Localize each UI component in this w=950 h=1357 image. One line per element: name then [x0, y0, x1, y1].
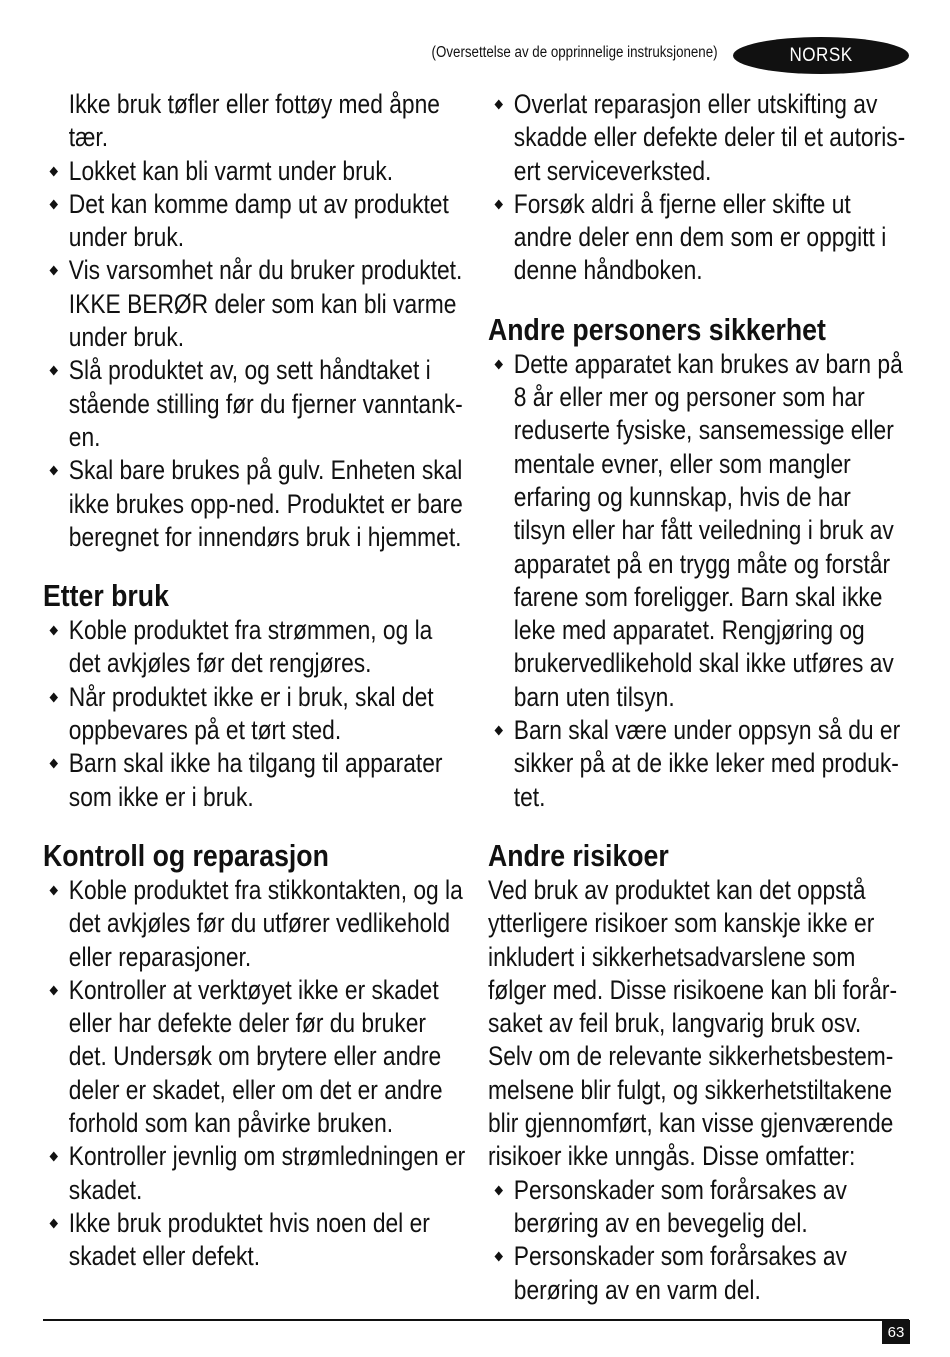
list-item-text: Personskader som forårsakes av berøring av en bevegelig del. — [513, 1174, 847, 1238]
diamond-bullet-icon — [50, 626, 58, 635]
diamond-bullet-icon — [50, 167, 58, 176]
list-item-text: Koble produktet fra stikkontakten, og la det avkjøles før du utfører vedlikehold eller reparasjoner. — [68, 874, 463, 972]
list-item-text: Ikke bruk tøfler eller fottøy med åpne tær. — [68, 89, 440, 153]
right-column — [488, 88, 908, 1307]
diamond-bullet-icon — [495, 1252, 503, 1261]
list-item-text: Slå produktet av, og sett håndtaket i stående stilling før du fjerner vanntank-en. — [68, 355, 463, 452]
diamond-bullet-icon — [495, 200, 503, 209]
list-item — [43, 1207, 468, 1274]
diamond-bullet-icon — [495, 1186, 503, 1195]
list-item — [43, 614, 468, 681]
diamond-bullet-icon — [50, 200, 58, 209]
list-item — [488, 188, 908, 288]
list-item — [43, 747, 468, 814]
list-item-text: Det kan komme damp ut av produktet under bruk. — [68, 188, 449, 253]
language-badge — [733, 37, 909, 74]
footer-rule — [43, 1319, 909, 1321]
list-item — [43, 454, 468, 554]
diamond-bullet-icon — [50, 759, 58, 768]
list-item — [488, 348, 908, 714]
list-item — [43, 188, 468, 255]
diamond-bullet-icon — [50, 1219, 58, 1228]
list-item-text: Lokket kan bli varmt under bruk. — [68, 155, 394, 186]
diamond-bullet-icon — [50, 1152, 58, 1161]
list-item-text: Overlat reparasjon eller utskifting av skadde eller defekte deler til et autoris-ert serviceverksted. — [513, 89, 906, 186]
list-item-text: Dette apparatet kan brukes av barn på 8 år eller mer og personer som har reduserte fysiske, sansemessige eller mentale evner, eller som mangler erfaring og kunnskap, hvis de har tilsyn eller har fått veiledning i bruk av apparatet på en trygg måte og forstår farene som foreligger. Barn skal ikke leke med apparatet. Rengjøring og brukervedlikehold skal ikke utføres av barn uten tilsyn. — [513, 348, 903, 712]
diamond-bullet-icon — [50, 466, 58, 475]
list-item — [43, 874, 468, 974]
list-item — [488, 1174, 908, 1241]
diamond-bullet-icon — [495, 100, 503, 109]
list-item — [43, 354, 468, 454]
list-item-text: Forsøk aldri å fjerne eller skifte ut andre deler enn dem som er oppgitt i denne håndboken. — [513, 188, 887, 286]
translation-note: (Oversettelse av de opprinnelige instruksjonene) — [431, 44, 718, 61]
list-item-text: Ikke bruk produktet hvis noen del er skadet eller defekt. — [68, 1207, 430, 1272]
list-item — [43, 681, 468, 748]
page-number: 63 — [882, 1320, 910, 1344]
list-item — [488, 1240, 908, 1307]
diamond-bullet-icon — [495, 726, 503, 735]
risk-paragraph: Ved bruk av produktet kan det oppstå ytterligere risikoer som kanskje ikke er inkludert i sikkerhetsadvarslene som følger med. Disse risikoene kan bli forår-saket av feil bruk, langvarig bruk osv. Selv om de relevante sikkerhetsbestem-melsene blir fulgt, og sikkerhetstiltakene blir gjennomført, kan visse gjenværende risikoer ikke unngås. Disse omfatter: — [488, 874, 898, 1172]
list-item — [43, 155, 468, 188]
section-heading-kontroll: Kontroll og reparasjon — [43, 837, 329, 873]
diamond-bullet-icon — [50, 886, 58, 895]
language-label: NORSK — [789, 44, 853, 66]
list-item-text: Kontroller at verktøyet ikke er skadet eller har defekte deler før du bruker det. Undersøk om brytere eller andre deler er skadet, eller om det er andre forhold som kan påvirke bruken. — [68, 974, 443, 1139]
diamond-bullet-icon — [50, 366, 58, 375]
list-item — [488, 88, 908, 188]
diamond-bullet-icon — [50, 266, 58, 275]
list-item-text: Når produktet ikke er i bruk, skal det oppbevares på et tørt sted. — [68, 681, 434, 746]
list-item-text: Vis varsomhet når du bruker produktet. IKKE BERØR deler som kan bli varme under bruk. — [68, 255, 463, 353]
list-item — [43, 254, 468, 354]
list-item — [43, 88, 468, 155]
list-item-text: Barn skal være under oppsyn så du er sikker på at de ikke leker med produk-tet. — [513, 715, 901, 812]
diamond-bullet-icon — [495, 360, 503, 369]
list-item — [488, 714, 908, 814]
section-heading-etter-bruk: Etter bruk — [43, 578, 169, 614]
section-heading-andre-personer: Andre personers sikkerhet — [488, 311, 826, 347]
list-item-text: Skal bare brukes på gulv. Enheten skal ikke brukes opp-ned. Produktet er bare beregnet for innendørs bruk i hjemmet. — [68, 455, 463, 552]
list-item-text: Personskader som forårsakes av berøring av en varm del. — [513, 1241, 847, 1305]
diamond-bullet-icon — [50, 986, 58, 995]
list-item-text: Kontroller jevnlig om strømledningen er skadet. — [68, 1141, 466, 1205]
list-item — [43, 1140, 468, 1207]
list-item-text: Barn skal ikke ha tilgang til apparater som ikke er i bruk. — [68, 748, 443, 812]
section-heading-andre-risikoer: Andre risikoer — [488, 837, 669, 873]
left-column — [43, 88, 468, 1274]
list-item-text: Koble produktet fra strømmen, og la det avkjøles før det rengjøres. — [68, 615, 433, 679]
diamond-bullet-icon — [50, 693, 58, 702]
list-item — [43, 974, 468, 1140]
